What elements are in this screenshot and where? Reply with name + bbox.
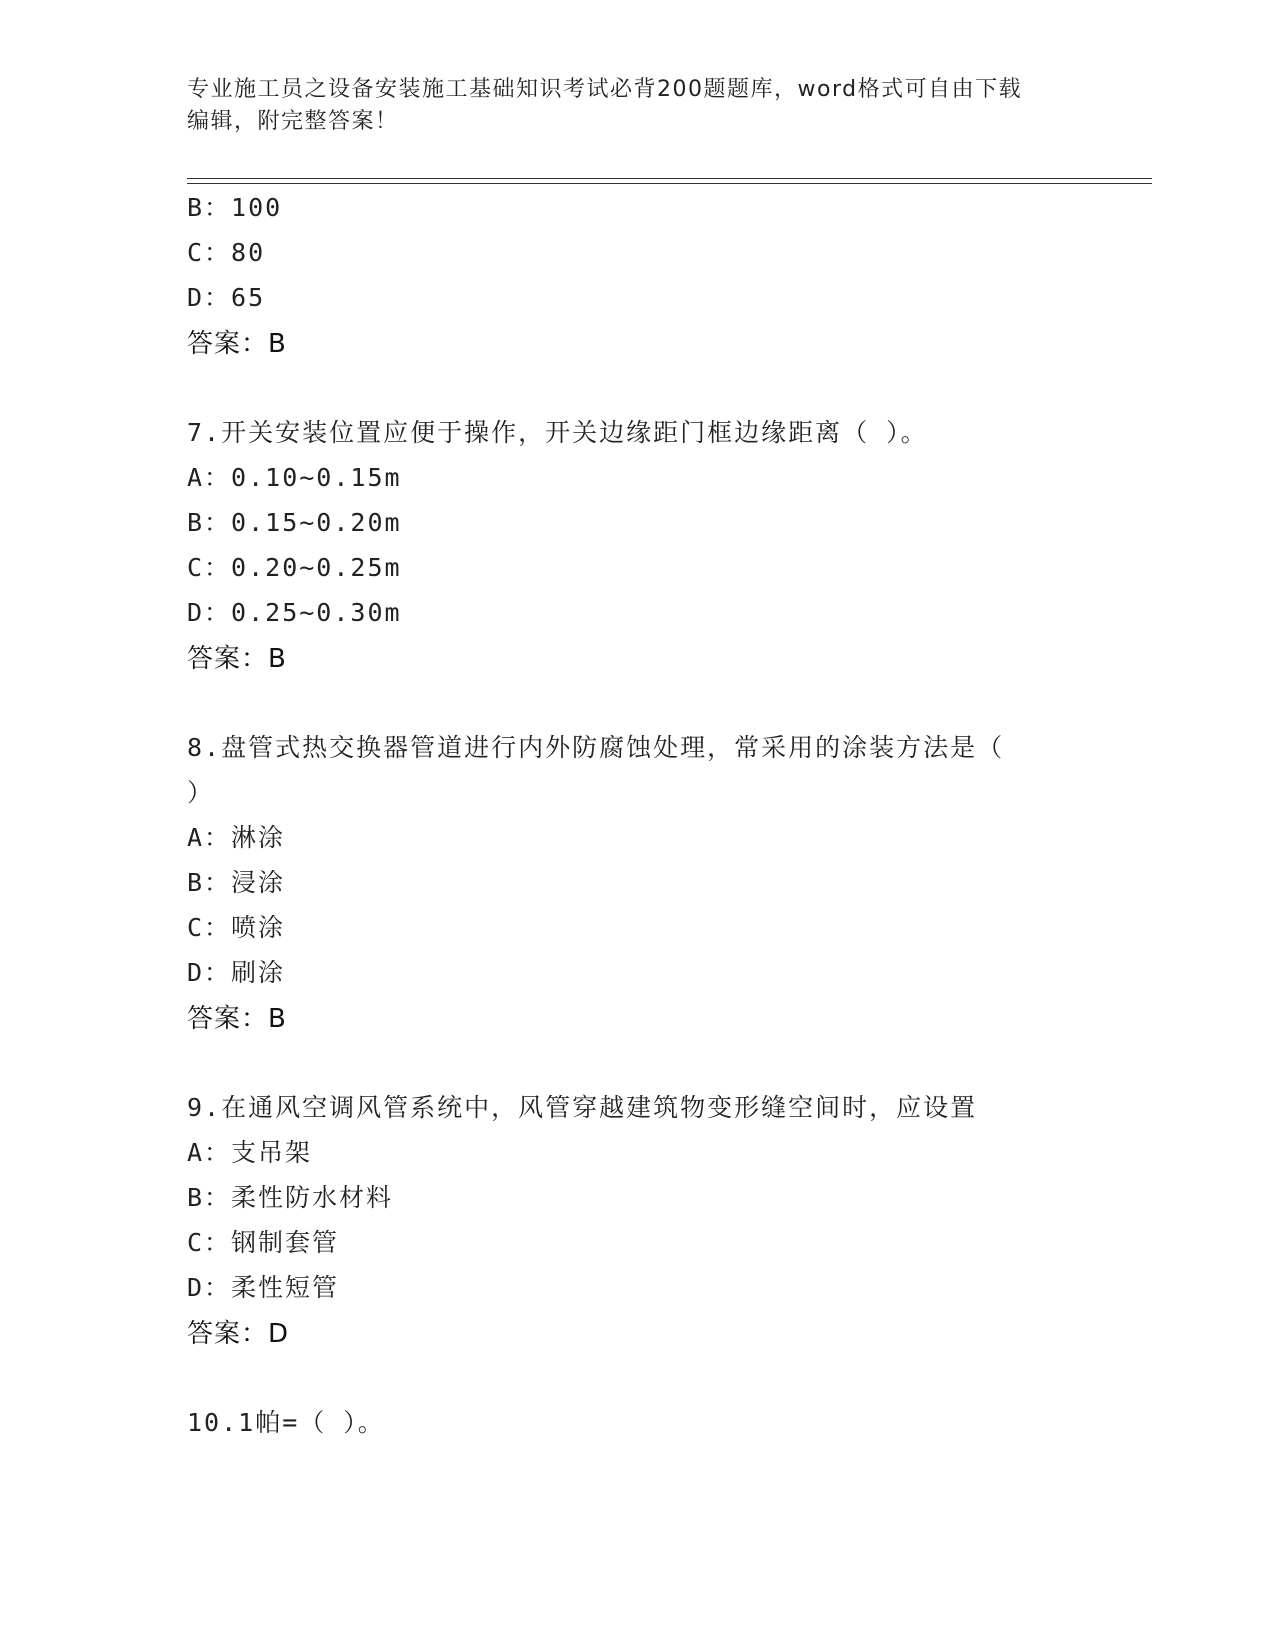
q7-option-c: C：0.20~0.25m xyxy=(187,553,402,582)
q8-option-c: C：喷涂 xyxy=(187,913,286,942)
q7-question: 7.开关安装位置应便于操作，开关边缘距门框边缘距离（ ）。 xyxy=(187,418,928,447)
q7-option-d: D：0.25~0.30m xyxy=(187,598,402,627)
q9-question: 9.在通风空调风管系统中，风管穿越建筑物变形缝空间时，应设置 xyxy=(187,1093,978,1122)
q6-answer: 答案：B xyxy=(187,329,287,359)
q9-option-c: C：钢制套管 xyxy=(187,1228,340,1257)
q8-question-line-2: ） xyxy=(187,778,215,807)
q9-option-d: D：柔性短管 xyxy=(187,1273,340,1302)
q9-answer: 答案：D xyxy=(187,1319,290,1349)
q8-option-d: D：刷涂 xyxy=(187,958,286,987)
q10-question: 10.1帕=（ ）。 xyxy=(187,1408,385,1437)
header-title-line-1: 专业施工员之设备安装施工基础知识考试必背200题题库，word格式可自由下载 xyxy=(187,77,1023,102)
q6-option-b: B：100 xyxy=(187,193,283,222)
q8-question-line-1: 8.盘管式热交换器管道进行内外防腐蚀处理，常采用的涂装方法是（ xyxy=(187,733,1005,762)
q9-option-a: A：支吊架 xyxy=(187,1138,313,1167)
q7-option-a: A：0.10~0.15m xyxy=(187,463,402,492)
q6-option-d: D：65 xyxy=(187,283,266,312)
q9-option-b: B：柔性防水材料 xyxy=(187,1183,394,1212)
header-title-line-2: 编辑，附完整答案！ xyxy=(187,109,399,134)
q6-option-c: C：80 xyxy=(187,238,266,267)
q7-answer: 答案：B xyxy=(187,644,287,674)
header-divider-bottom xyxy=(187,183,1152,184)
q8-option-b: B：浸涂 xyxy=(187,868,286,897)
q8-answer: 答案：B xyxy=(187,1004,287,1034)
document-header xyxy=(187,74,1067,138)
header-divider-top xyxy=(187,178,1152,179)
q8-option-a: A：淋涂 xyxy=(187,823,286,852)
q7-option-b: B：0.15~0.20m xyxy=(187,508,402,537)
